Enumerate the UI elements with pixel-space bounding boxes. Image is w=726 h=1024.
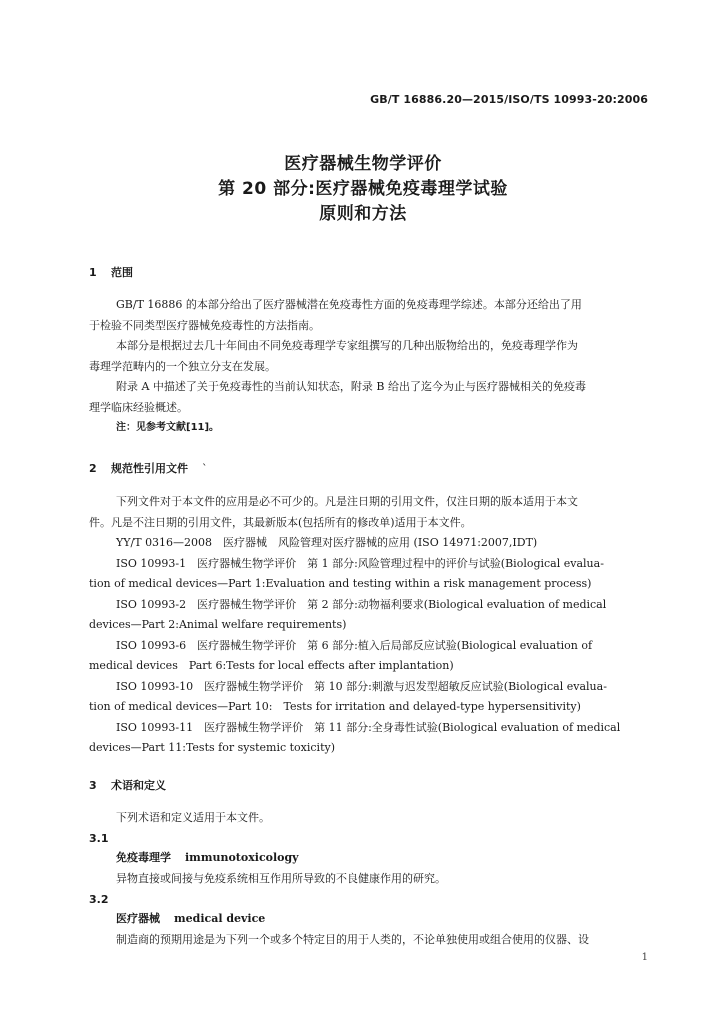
body-line: GB/T 16886 的本部分给出了医疗器械潜在免疫毒性方面的免疫毒理学综述。本部分还给出了用	[116, 298, 582, 311]
clause-3-2-number: 3.2	[89, 893, 109, 906]
section-3-number: 3	[89, 779, 97, 792]
term-3-1-definition: 异物直接或间接与免疫系统相互作用所导致的不良健康作用的研究。	[116, 872, 446, 885]
term-3-2	[116, 909, 265, 929]
reference-line: devices—Part 11:Tests for systemic toxicity)	[89, 741, 336, 754]
note: 注：见参考文献[11]。	[116, 422, 220, 433]
reference-line: ISO 10993-11 医疗器械生物学评价 第 11 部分:全身毒性试验(Biological evaluation of medical	[116, 720, 621, 734]
body-line: 下列文件对于本文件的应用是必不可少的。凡是注日期的引用文件，仅注日期的版本适用于本文	[116, 495, 578, 508]
reference-line: medical devices Part 6:Tests for local effects after implantation)	[89, 659, 454, 672]
stray-mark: `	[202, 462, 208, 475]
title-line-3: 原则和方法	[319, 204, 407, 224]
term-3-2-en: medical device	[174, 912, 266, 925]
reference-line: ISO 10993-10 医疗器械生物学评价 第 10 部分:刺激与迟发型超敏反应试验(Biological evalua-	[116, 679, 607, 693]
term-3-2-cn: 医疗器械	[116, 912, 160, 925]
reference-line: tion of medical devices—Part 10: Tests for irritation and delayed-type hypersensitivity)	[89, 700, 581, 713]
body-line: 于检验不同类型医疗器械免疫毒性的方法指南。	[89, 318, 320, 332]
section-1-body	[89, 295, 649, 439]
section-1-number: 1	[89, 266, 97, 279]
term-3-1	[116, 848, 299, 868]
body-line: 附录 A 中描述了关于免疫毒性的当前认知状态，附录 B 给出了迄今为止与医疗器械相关的免疫毒	[116, 380, 587, 393]
document-title	[0, 152, 726, 227]
title-line-2: 第 20 部分:医疗器械免疫毒理学试验	[218, 179, 508, 199]
section-3-intro: 下列术语和定义适用于本文件。	[116, 811, 270, 824]
reference-line: ISO 10993-6 医疗器械生物学评价 第 6 部分:植入后局部反应试验(Biological evaluation of	[116, 638, 593, 652]
clause-3-1-number: 3.1	[89, 832, 109, 845]
reference-line: ISO 10993-1 医疗器械生物学评价 第 1 部分:风险管理过程中的评价与试验(Biological evalua-	[116, 556, 604, 570]
section-2-title: 规范性引用文件	[111, 462, 188, 475]
section-2-number: 2	[89, 462, 97, 475]
term-3-2-definition: 制造商的预期用途是为下列一个或多个特定目的用于人类的，不论单独使用或组合使用的仪器、设	[116, 933, 589, 946]
standard-code: GB/T 16886.20—2015/ISO/TS 10993-20:2006	[370, 93, 648, 106]
section-3-heading	[89, 777, 166, 793]
section-1-heading	[89, 264, 133, 280]
body-line: 毒理学范畴内的一个独立分支在发展。	[89, 359, 276, 373]
body-line: 本部分是根据过去几十年间由不同免疫毒理学专家组撰写的几种出版物给出的，免疫毒理学作为	[116, 339, 578, 352]
reference-line: YY/T 0316—2008 医疗器械 风险管理对医疗器械的应用 (ISO 14971:2007,IDT)	[116, 536, 538, 549]
term-3-1-en: immunotoxicology	[185, 851, 299, 864]
reference-line: devices—Part 2:Animal welfare requirements)	[89, 618, 347, 631]
reference-line: tion of medical devices—Part 1:Evaluation and testing within a risk management process)	[89, 577, 592, 590]
body-line: 件。凡是不注日期的引用文件，其最新版本(包括所有的修改单)适用于本文件。	[89, 515, 472, 529]
section-3-title: 术语和定义	[111, 779, 166, 792]
body-line: 理学临床经验概述。	[89, 400, 188, 414]
section-1-title: 范围	[111, 266, 133, 279]
term-3-1-cn: 免疫毒理学	[116, 851, 171, 864]
title-line-1: 医疗器械生物学评价	[284, 154, 442, 174]
section-2-body	[89, 492, 649, 759]
section-2-heading	[89, 460, 208, 476]
page-number: 1	[641, 952, 648, 963]
reference-line: ISO 10993-2 医疗器械生物学评价 第 2 部分:动物福利要求(Biological evaluation of medical	[116, 597, 607, 611]
